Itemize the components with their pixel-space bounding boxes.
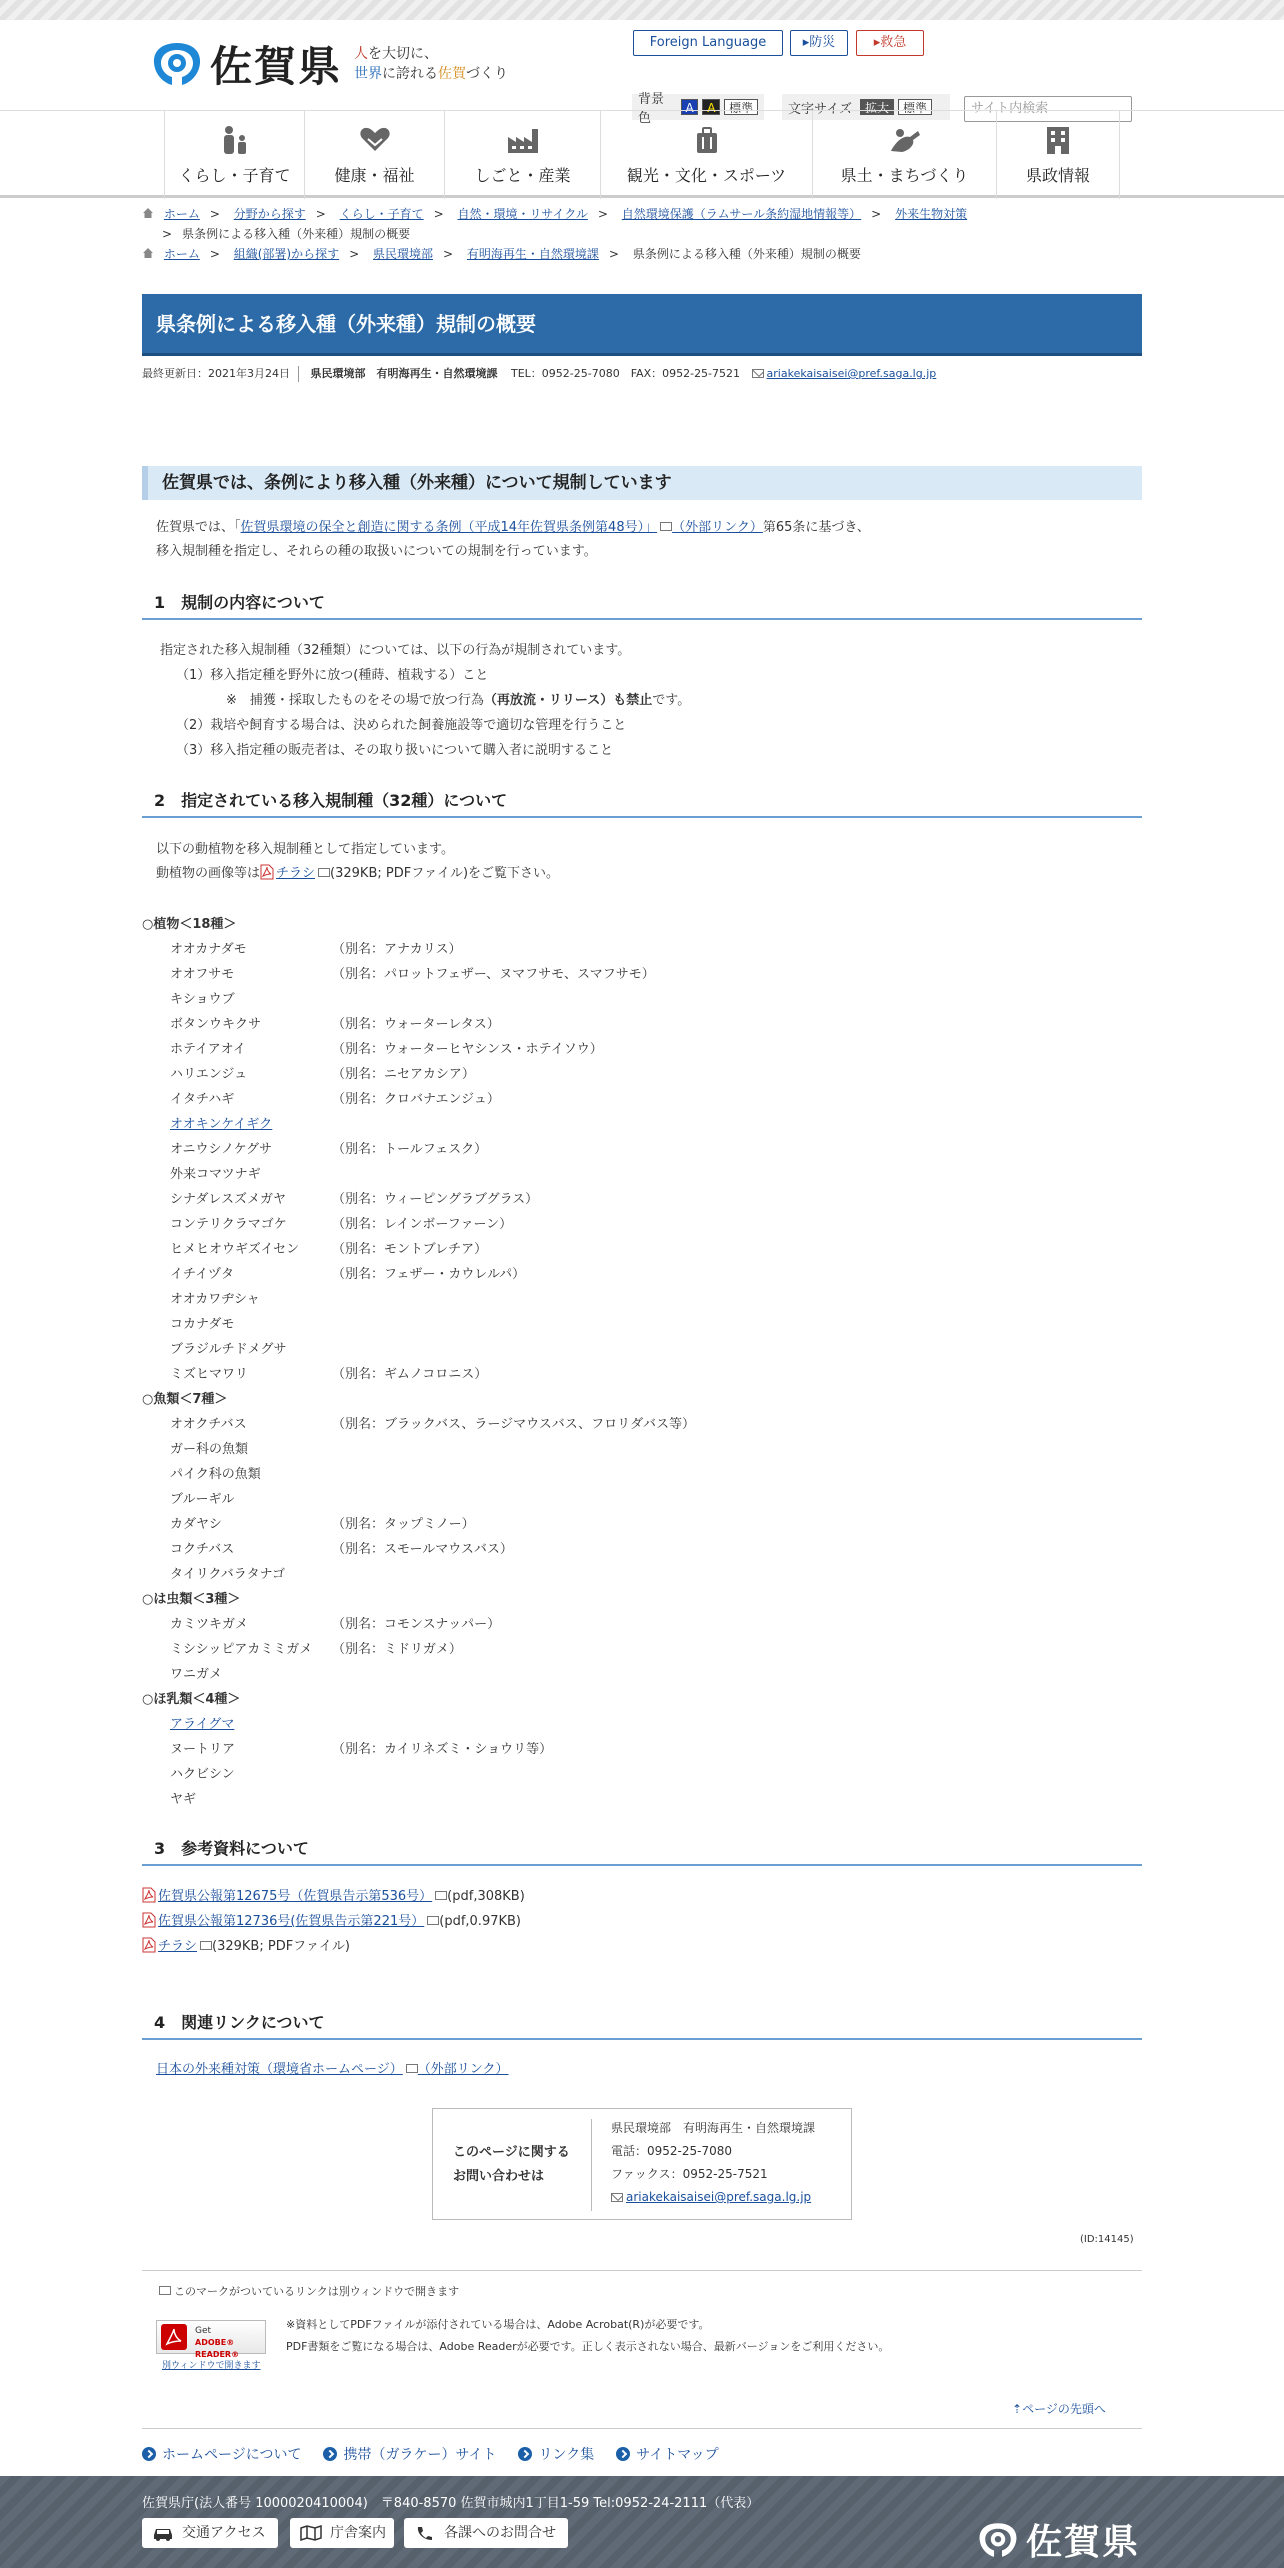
species-alias	[332, 1337, 1042, 1362]
ordinance-link[interactable]: 佐賀県環境の保全と創造に関する条例（平成14年佐賀県条例第48号）」 （外部リンク）	[240, 520, 763, 535]
species-row	[142, 1512, 1042, 1537]
nav-shigoto[interactable]: しごと・産業	[444, 111, 600, 199]
species-alias	[332, 1562, 1042, 1587]
flyer-link-2[interactable]: チラシ	[158, 1939, 212, 1954]
map-icon	[300, 2525, 322, 2541]
pdf-icon	[260, 864, 274, 880]
species-row	[142, 1337, 1042, 1362]
species-name: オオカナダモ	[170, 942, 247, 957]
species-alias	[332, 1712, 1042, 1737]
contact-box: このページに関する お問い合わせは 県民環境部 有明海再生・自然環境課 電話：0952-25-7080 ファックス：0952-25-7521 ariakekaisaisei@pref.saga.lg.jp	[432, 2108, 852, 2220]
species-alias: （別名：パロットフェザー、ヌマフサモ、スマフサモ）	[332, 967, 655, 982]
species-name: カミツキガメ	[170, 1617, 249, 1632]
moe-link[interactable]: 日本の外来種対策（環境省ホームページ） （外部リンク）	[156, 2062, 509, 2077]
flyer-link[interactable]: チラシ	[276, 866, 330, 881]
species-alias: （別名：ギムノコロニス）	[332, 1367, 488, 1382]
species-row	[142, 1662, 1042, 1687]
car-icon	[152, 2525, 174, 2541]
species-name: オオカワヂシャ	[170, 1292, 260, 1307]
factory-icon	[506, 125, 540, 155]
breadcrumb-link[interactable]: 自然・環境・リサイクル	[457, 207, 588, 221]
species-alias: （別名：アナカリス）	[332, 942, 462, 957]
species-name: ホテイアオイ	[170, 1042, 246, 1057]
gazette-536-link[interactable]: 佐賀県公報第12675号（佐賀県告示第536号）	[158, 1889, 447, 1904]
meta-dept: 県民環境部 有明海再生・自然環境課	[310, 367, 498, 380]
species-alias	[332, 1312, 1042, 1337]
species-row	[142, 987, 1042, 1012]
adobe-reader-badge[interactable]: Get ADOBE® READER®	[156, 2320, 266, 2354]
nav-kanko[interactable]: 観光・文化・スポーツ	[600, 111, 812, 199]
page-top-link[interactable]: ⇡ページの先頭へ	[1012, 2402, 1106, 2416]
chevron-circle-icon	[323, 2447, 337, 2461]
footer-logo[interactable]: 佐賀県	[976, 2514, 1140, 2565]
phone-icon	[414, 2525, 436, 2541]
species-name: ボタンウキクサ	[170, 1017, 262, 1032]
species-alias: （別名：レインボーファーン）	[332, 1217, 513, 1232]
species-name: ヌートリア	[170, 1742, 236, 1757]
species-alias: （別名：ウォーターヒヤシンス・ホテイソウ）	[332, 1042, 603, 1057]
external-link-icon	[427, 1916, 439, 1925]
logo-text: 佐賀県	[210, 42, 343, 91]
heart-hands-icon	[358, 125, 392, 155]
section-heading-4: 4 関連リンクについて	[142, 2010, 1142, 2040]
species-row	[142, 1362, 1042, 1387]
mail-icon	[611, 2193, 623, 2202]
external-link-icon	[159, 2286, 171, 2295]
species-row	[142, 1437, 1042, 1462]
external-link-icon	[318, 868, 330, 877]
species-row	[142, 962, 1042, 987]
species-row	[142, 1637, 1042, 1662]
foreign-language-button[interactable]: Foreign Language	[633, 30, 783, 56]
breadcrumb-2: ホーム > 組織(部署)から探す > 県民環境部 > 有明海再生・自然環境課 > 県条例による移入種（外来種）規制の概要	[142, 244, 861, 264]
species-name: ブラジルチドメグサ	[170, 1342, 287, 1357]
building-icon	[1041, 125, 1075, 155]
access-button[interactable]: 交通アクセス	[142, 2518, 278, 2548]
meta-tel: TEL：0952-25-7080 FAX：0952-25-7521	[511, 367, 741, 380]
species-name: ガー科の魚類	[170, 1442, 249, 1457]
top-stripe	[0, 0, 1284, 20]
nav-kenko[interactable]: 健康・福祉	[304, 111, 444, 199]
breadcrumb-link[interactable]: 有明海再生・自然環境課	[466, 247, 599, 261]
font-big-button[interactable]: 拡大	[860, 99, 894, 115]
species-row	[142, 1537, 1042, 1562]
species-name: オオフサモ	[170, 967, 235, 982]
luggage-icon	[690, 125, 724, 155]
meta-email-link[interactable]: ariakekaisaisei@pref.saga.lg.jp	[766, 367, 937, 380]
site-footer	[0, 2476, 1284, 2568]
bg-blue-button[interactable]: A	[681, 99, 699, 115]
bg-color-control: 背景色 A A 標準	[632, 94, 764, 120]
species-name: ミズヒマワリ	[170, 1367, 249, 1382]
section2-lead: 以下の動植物を移入規制種として指定しています。 動植物の画像等は チラシ (329KB; PDFファイル)をご覧下さい。	[156, 842, 560, 881]
species-row	[142, 1487, 1042, 1512]
arrow-up-icon: ⇡	[1012, 2402, 1023, 2416]
species-row	[142, 1462, 1042, 1487]
species-alias: （別名：クロバナエンジュ）	[332, 1092, 500, 1107]
species-alias: （別名：フェザー・カウレルパ）	[332, 1267, 526, 1282]
species-name: オオクチバス	[170, 1417, 247, 1432]
nav-kendo[interactable]: 県土・まちづくり	[812, 111, 996, 199]
species-name: イタチハギ	[170, 1092, 235, 1107]
saga-logo-icon	[976, 2520, 1020, 2560]
species-alias	[332, 1437, 1042, 1462]
species-name: ワニガメ	[170, 1667, 223, 1682]
species-name-link[interactable]: アライグマ	[170, 1717, 235, 1732]
species-alias	[332, 1787, 1042, 1812]
footer-links	[142, 2444, 741, 2464]
species-name: パイク科の魚類	[170, 1467, 261, 1482]
species-name: キショウブ	[170, 992, 235, 1007]
contact-email-link[interactable]: ariakekaisaisei@pref.saga.lg.jp	[626, 2190, 812, 2204]
species-category: ○魚類＜7種＞	[142, 1392, 228, 1407]
pdf-icon	[142, 1887, 156, 1903]
breadcrumb-current: 県条例による移入種（外来種）規制の概要	[182, 227, 411, 241]
external-link-icon	[200, 1941, 212, 1950]
breadcrumb-link[interactable]: 分野から探す	[233, 207, 306, 221]
species-row	[142, 1112, 1042, 1137]
species-row	[142, 1212, 1042, 1237]
species-name: タイリクバラタナゴ	[170, 1567, 286, 1582]
reference-file: 佐賀県公報第12675号（佐賀県告示第536号） (pdf,308KB)	[142, 1884, 525, 1909]
species-alias	[332, 1112, 1042, 1137]
species-row	[142, 1312, 1042, 1337]
related-link-row	[156, 2058, 509, 2082]
home-icon	[142, 247, 154, 259]
bg-standard-button[interactable]: 標準	[724, 99, 758, 115]
breadcrumb-link[interactable]: 自然環境保護（ラムサール条約湿地情報等）	[621, 207, 862, 221]
species-alias	[332, 987, 1042, 1012]
species-name: コンテリクラマゴケ	[170, 1217, 287, 1232]
species-row	[142, 1162, 1042, 1187]
reference-file: 佐賀県公報第12736号(佐賀県告示第221号） (pdf,0.97KB)	[142, 1909, 525, 1934]
species-name: イチイヅタ	[170, 1267, 234, 1282]
nav-kurashi[interactable]: くらし・子育て	[164, 111, 304, 199]
species-name: シナダレスズメガヤ	[170, 1192, 286, 1207]
footer-address: 佐賀県庁(法人番号 1000020410004) 〒840-8570 佐賀市城内1丁目1-59 Tel:0952-24-2111（代表）	[142, 2496, 760, 2511]
species-alias: （別名：ミドリガメ）	[332, 1642, 462, 1657]
page-id: (ID:14145)	[1080, 2234, 1134, 2245]
species-name: 外来コマツナギ	[170, 1167, 261, 1182]
species-alias	[332, 1487, 1042, 1512]
species-row	[142, 1237, 1042, 1262]
pdf-note: ※資料としてPDFファイルが添付されている場合は、Adobe Acrobat(R)が必要です。 PDF書類をご覧になる場合は、Adobe Readerが必要です。正しく表示されない場合、最新バージョンをご利用ください。	[286, 2318, 890, 2353]
chevron-circle-icon	[518, 2447, 532, 2461]
species-alias: （別名：カイリネズミ・ショウリ等）	[332, 1742, 553, 1757]
section-heading-main: 佐賀県では、条例により移入種（外来種）について規制しています	[142, 466, 1142, 500]
breadcrumb-link[interactable]: ホーム	[163, 207, 200, 221]
external-link-icon	[406, 2064, 418, 2073]
contact-departments-button[interactable]: 各課へのお問合せ	[404, 2518, 568, 2548]
section-heading-1: 1 規制の内容について	[142, 590, 1142, 620]
font-size-control: 文字サイズ 拡大 標準	[782, 94, 950, 120]
breadcrumb-link[interactable]: くらし・子育て	[339, 207, 424, 221]
species-category: ○ほ乳類＜4種＞	[142, 1692, 241, 1707]
species-alias: （別名：ウィーピングラブグラス）	[332, 1192, 539, 1207]
adobe-link[interactable]: 別ウィンドウで開きます	[162, 2361, 261, 2371]
bg-black-button[interactable]: A	[702, 99, 720, 115]
species-name-link[interactable]: オオキンケイギク	[170, 1117, 273, 1132]
species-alias: （別名：モントブレチア）	[332, 1242, 488, 1257]
species-row	[142, 1762, 1042, 1787]
chevron-circle-icon	[616, 2447, 630, 2461]
species-row	[142, 1012, 1042, 1037]
species-row	[142, 1612, 1042, 1637]
species-alias	[332, 1462, 1042, 1487]
species-name: ミシシッピアカミミガメ	[170, 1642, 313, 1657]
intro-text: 佐賀県では、「佐賀県環境の保全と創造に関する条例（平成14年佐賀県条例第48号）」 （外部リンク）第65条に基づき、 移入規制種を指定し、それらの種の取扱いについての規制を行っています。	[156, 520, 870, 559]
species-row	[142, 1187, 1042, 1212]
species-category: ○植物＜18種＞	[142, 917, 237, 932]
building-guide-button[interactable]: 庁舎案内	[290, 2518, 394, 2548]
species-alias: （別名：コモンスナッパー）	[332, 1617, 501, 1632]
breadcrumb-link[interactable]: 県民環境部	[373, 247, 434, 261]
species-name: ハクビシン	[170, 1767, 235, 1782]
species-alias: （別名：ウォーターレタス）	[332, 1017, 500, 1032]
species-row	[142, 1087, 1042, 1112]
page-meta	[142, 366, 936, 382]
breadcrumb-link[interactable]: 外来生物対策	[895, 207, 968, 221]
reference-files	[142, 1884, 525, 1959]
breadcrumb: ホーム > 分野から探す > くらし・子育て > 自然・環境・リサイクル > 自然環境保護（ラムサール条約湿地情報等） > 外来生物対策 > 県条例による移入種（外来種）規制の概要	[142, 204, 967, 244]
species-alias: （別名：ブラックバス、ラージマウスバス、フロリダバス等）	[332, 1417, 695, 1432]
footer-link-sitemap[interactable]: サイトマップ	[616, 2444, 718, 2464]
site-header	[0, 20, 1284, 126]
species-row	[142, 1287, 1042, 1312]
adobe-icon	[161, 2324, 187, 2350]
breadcrumb-current: 県条例による移入種（外来種）規制の概要	[632, 247, 861, 261]
gazette-221-link[interactable]: 佐賀県公報第12736号(佐賀県告示第221号）	[158, 1914, 439, 1929]
section-heading-2: 2 指定されている移入規制種（32種）について	[142, 788, 1142, 818]
species-category: ○は虫類＜3種＞	[142, 1592, 241, 1607]
font-standard-button[interactable]: 標準	[898, 99, 932, 115]
family-icon	[218, 125, 252, 155]
species-name: ヤギ	[170, 1792, 197, 1807]
saga-logo-icon	[150, 39, 204, 89]
global-nav	[0, 110, 1284, 198]
breadcrumb-link[interactable]: 組織(部署)から探す	[233, 247, 340, 261]
species-alias	[332, 1287, 1042, 1312]
breadcrumb-link[interactable]: ホーム	[163, 247, 200, 261]
last-updated: 最終更新日：2021年3月24日	[142, 367, 290, 380]
mail-icon	[752, 369, 764, 378]
species-name: オニウシノケグサ	[170, 1142, 273, 1157]
newwindow-note: このマークがついているリンクは別ウィンドウで開きます	[156, 2284, 459, 2300]
species-list	[142, 912, 1042, 1812]
site-logo[interactable]	[150, 34, 508, 94]
reference-file: チラシ (329KB; PDFファイル)	[142, 1934, 525, 1959]
species-name: カダヤシ	[170, 1517, 222, 1532]
contact-dept: 県民環境部 有明海再生・自然環境課	[611, 2121, 816, 2135]
pdf-icon	[142, 1912, 156, 1928]
nav-kensei[interactable]: 県政情報	[996, 111, 1120, 199]
section-heading-3: 3 参考資料について	[142, 1836, 1142, 1866]
species-row	[142, 1262, 1042, 1287]
species-row	[142, 1787, 1042, 1812]
pdf-icon	[142, 1937, 156, 1953]
home-icon	[142, 207, 154, 219]
section1-body: 指定された移入規制種（32種類）については、以下の行為が規制されています。 （1）移入指定種を野外に放つ(種蒔、植栽する）こと ※ 捕獲・採取したものをその場で放つ行為（再放流・リリース）も禁止です。 （2）栽培や飼育する場合は、決められた飼養施設等で適切な管理を行うこと （3）移入指定種の販売者は、その取り扱いについて購入者に説明すること	[160, 643, 691, 758]
external-link-icon	[435, 1891, 447, 1900]
bousai-button[interactable]: ▸防災	[790, 30, 848, 56]
species-alias: （別名：ニセアカシア）	[332, 1067, 475, 1082]
kyukyu-button[interactable]: ▸救急	[856, 30, 924, 56]
contact-phone: 電話：0952-25-7080	[611, 2144, 733, 2158]
tagline: 人を大切に、 世界に誇れる佐賀づくり	[354, 46, 509, 82]
species-name: ブルーギル	[170, 1492, 235, 1507]
species-row	[142, 937, 1042, 962]
species-row	[142, 1737, 1042, 1762]
footer-link-about[interactable]: ホームページについて	[142, 2444, 301, 2464]
species-alias: （別名：スモールマウスバス）	[332, 1542, 513, 1557]
species-name: ハリエンジュ	[170, 1067, 248, 1082]
species-row	[142, 1712, 1042, 1737]
species-row	[142, 1412, 1042, 1437]
species-row	[142, 1137, 1042, 1162]
species-row	[142, 1037, 1042, 1062]
species-alias: （別名：トールフェスク）	[332, 1142, 488, 1157]
species-alias	[332, 1162, 1042, 1187]
contact-fax: ファックス：0952-25-7521	[611, 2167, 768, 2181]
species-row	[142, 1562, 1042, 1587]
search-input[interactable]: サイト内検索	[964, 96, 1132, 122]
species-name: コカナダモ	[170, 1317, 235, 1332]
footer-link-links[interactable]: リンク集	[518, 2444, 594, 2464]
species-name: ヒメヒオウギズイセン	[170, 1242, 300, 1257]
species-alias	[332, 1762, 1042, 1787]
species-name: コクチバス	[170, 1542, 235, 1557]
footer-link-mobile[interactable]: 携帯（ガラケー）サイト	[323, 2444, 496, 2464]
page-title: 県条例による移入種（外来種）規制の概要	[142, 294, 1142, 356]
species-row	[142, 1062, 1042, 1087]
chevron-circle-icon	[142, 2447, 156, 2461]
species-alias: （別名：タップミノー）	[332, 1517, 475, 1532]
external-link-icon	[660, 522, 672, 531]
species-alias	[332, 1662, 1042, 1687]
construction-icon	[888, 125, 922, 155]
